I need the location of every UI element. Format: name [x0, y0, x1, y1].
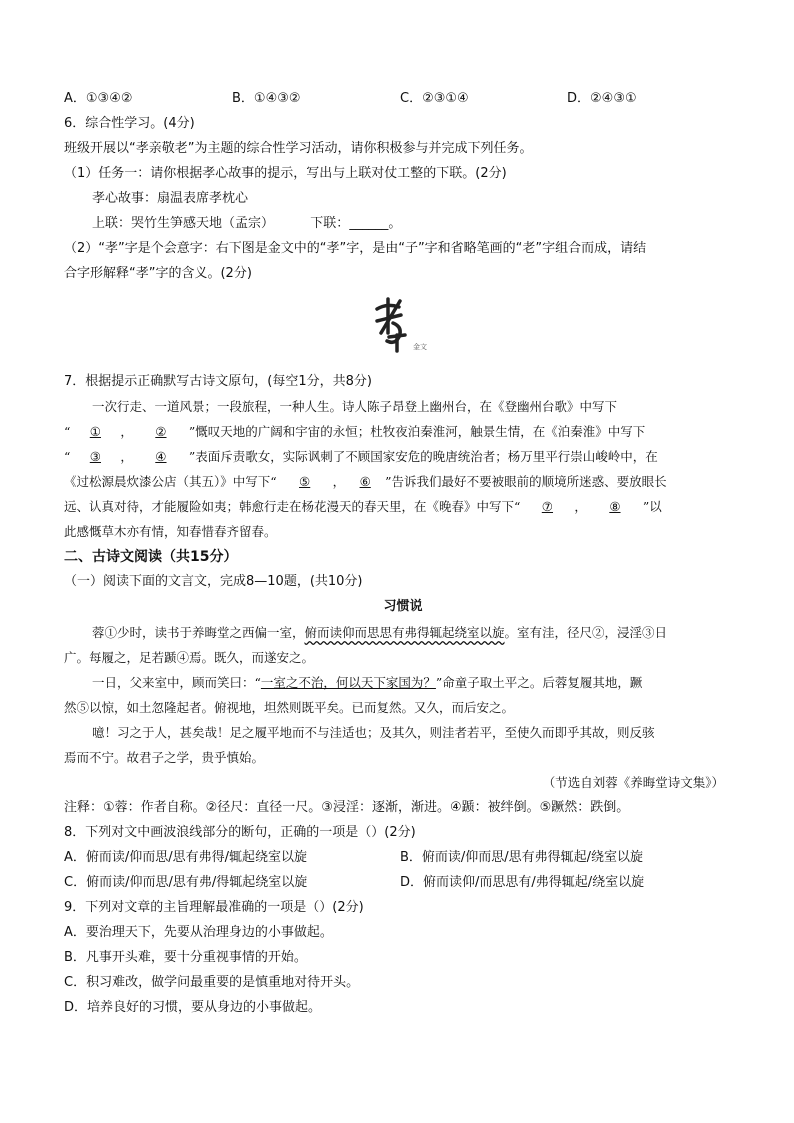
q6-lower-label: 下联： — [310, 216, 350, 231]
passage-p3-b: 焉而不宁。故君子之学，贵乎慎始。 — [64, 750, 265, 765]
q7-blank-8: ⑧ — [609, 499, 621, 514]
passage-title: 习惯说 — [383, 599, 423, 614]
q7-title: 7．根据提示正确默写古诗文原句，(每空1分，共8分) — [64, 374, 372, 389]
bronze-script-xiao-image — [367, 293, 447, 355]
q6-task1: （1）任务一：请你根据孝心故事的提示，写出与上联对仗工整的下联。(2分) — [64, 166, 507, 181]
passage-p2-b: 然⑤以惊，如土忽隆起者。俯视地，坦然则既平矣。已而复然。又久，而后安之。 — [64, 700, 515, 715]
section2-sub: （一）阅读下面的文言文，完成8—10题，(共10分) — [64, 574, 363, 589]
q9-title: 9．下列对文章的主旨理解最准确的一项是（）(2分) — [64, 900, 364, 915]
q7-text: ”慨叹天地的广阔和宇宙的永恒；杜牧夜泊秦淮河，触景生情，在《泊秦淮》中写下 — [188, 424, 646, 439]
q7-blank-1: ① — [89, 424, 101, 439]
q7-text: ， — [120, 449, 133, 464]
q9-option-b: B．凡事开头难，要十分重视事情的开始。 — [64, 950, 307, 965]
q7-text: ， — [574, 499, 587, 514]
q7-line4 — [64, 472, 742, 492]
q6-title: 6．综合性学习。(4分) — [64, 116, 195, 131]
q7-blank-2: ② — [155, 424, 167, 439]
passage-text: 。室有洼，径尺②，浸淫③日 — [504, 625, 668, 640]
underlined-sentence: 一室之不治，何以天下家国为？ — [260, 675, 436, 690]
q5-option-b: B．①④③② — [232, 91, 301, 106]
q8-option-a: A．俯而读/仰而思/思有弗得/辄起绕室以旋 — [64, 850, 308, 865]
q7-text: ”以 — [642, 499, 662, 514]
q7-text: ”告诉我们最好不要被眼前的顺境所迷惑、要放眼长 — [385, 474, 667, 489]
q5-option-a: A．①③④② — [64, 91, 133, 106]
passage-p1-b: 广。每履之，足若踬④焉。既久，而遂安之。 — [64, 650, 315, 665]
q9-option-d: D．培养良好的习惯，要从身边的小事做起。 — [64, 1000, 322, 1015]
q7-text: ， — [120, 424, 133, 439]
passage-p1-a — [92, 623, 742, 643]
q7-line2 — [64, 422, 742, 442]
q7-text: 《过松源晨炊漆公店（其五）》中写下“ — [64, 474, 277, 489]
q8-option-b: B．俯而读/仰而思/思有弗得辄起/绕室以旋 — [400, 850, 644, 865]
passage-source: （节选自刘蓉《养晦堂诗文集》） — [542, 775, 724, 790]
passage-text: 一日，父来室中，顾而笑曰：“ — [92, 675, 261, 690]
q6-lower-blank: ______ — [349, 216, 389, 231]
q6-upper: 上联：哭竹生笋感天地（孟宗） — [92, 216, 275, 231]
q6-couplet — [92, 214, 742, 234]
q7-text: 远、认真对待，才能履险如夷；韩愈行走在杨花漫天的春天里，在《晚春》中写下“ — [64, 499, 521, 514]
q9-option-a: A．要治理天下，先要从治理身边的小事做起。 — [64, 925, 333, 940]
q7-line5 — [64, 497, 742, 517]
q7-blank-3: ③ — [89, 449, 101, 464]
q7-blank-7: ⑦ — [541, 499, 554, 514]
q9-option-c: C．积习难改，做学问最重要的是慎重地对待开头。 — [64, 975, 360, 990]
q7-text: “ — [64, 424, 71, 439]
glyph-caption: 金文 — [413, 343, 427, 351]
q7-blank-6: ⑥ — [359, 474, 371, 489]
q6-lower-end: 。 — [388, 216, 402, 231]
q7-blank-4: ④ — [155, 449, 167, 464]
q7-line1: 一次行走、一道风景；一段旅程，一种人生。诗人陈子昂登上幽州台，在《登幽州台歌》中写下 — [92, 399, 618, 414]
section2-heading: 二、古诗文阅读（共15分） — [64, 549, 238, 565]
q8-option-c: C．俯而读/仰而思/思有弗/得辄起绕室以旋 — [64, 875, 308, 890]
q7-text: ， — [332, 474, 346, 489]
passage-p2-a — [92, 673, 742, 693]
q6-task2-b: 合字形解释“孝”字的含义。(2分) — [64, 266, 252, 281]
passage-text: ”命童子取土平之。后蓉复履其地，蹶 — [435, 675, 643, 690]
passage-notes: 注释：①蓉：作者自称。②径尺：直径一尺。③浸淫：逐渐，渐进。④踬：被绊倒。⑤蹶然：跌倒。 — [64, 800, 630, 815]
q8-option-d: D．俯而读仰/而思思有/弗得辄起/绕室以旋 — [400, 875, 645, 890]
q7-blank-5: ⑤ — [299, 474, 311, 489]
q6-story: 孝心故事：扇温表席孝枕心 — [92, 191, 249, 206]
q5-option-d: D．②④③① — [567, 91, 637, 106]
q7-line6: 此感慨草木亦有情，知春惜春齐留春。 — [64, 524, 277, 539]
passage-p3-a: 噫！习之于人，甚矣哉！足之履平地而不与洼适也；及其久，则洼者若平，至使久而即乎其故，则反骇 — [92, 725, 655, 740]
q7-text: ”表面斥责歌女，实际讽刺了不顾国家安危的晚唐统治者；杨万里平行崇山峻岭中，在 — [188, 449, 658, 464]
passage-text: 蓉①少时，读书于养晦堂之西偏一室， — [92, 625, 305, 640]
q6-intro: 班级开展以“孝亲敬老”为主题的综合性学习活动，请你积极参与并完成下列任务。 — [64, 141, 533, 156]
q8-title: 8．下列对文中画波浪线部分的断句，正确的一项是（）(2分) — [64, 825, 416, 840]
wavy-underlined-sentence: 俯而读仰而思思有弗得辄起绕室以旋 — [304, 625, 505, 640]
q7-text: “ — [64, 449, 71, 464]
q5-option-c: C．②③①④ — [400, 91, 469, 106]
q6-task2-a: （2）“孝”字是个会意字：右下图是金文中的“孝”字，是由“子”字和省略笔画的“老”字组合而成，请结 — [64, 241, 647, 256]
q7-line3 — [64, 447, 742, 467]
